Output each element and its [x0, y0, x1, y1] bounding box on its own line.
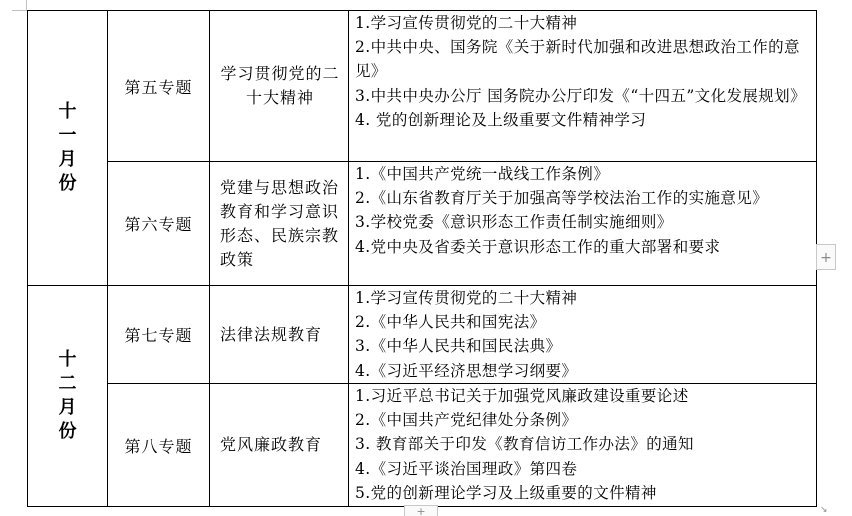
items-cell[interactable]: [349, 162, 817, 286]
topic-cell[interactable]: 第五专题: [108, 11, 210, 162]
month-cell-november[interactable]: [28, 11, 108, 286]
month-char: 二: [58, 373, 77, 394]
title-cell[interactable]: 党风廉政教育: [210, 384, 349, 507]
month-char: 十: [58, 349, 77, 370]
list-item: 2.《山东省教育厅关于加强高等学校法治工作的实施意见》: [355, 189, 769, 208]
items-cell[interactable]: [349, 286, 817, 384]
title-cell[interactable]: 法律法规教育: [210, 286, 349, 384]
list-item: 1.学习宣传贯彻党的二十大精神: [355, 14, 578, 32]
table-row: [28, 11, 817, 162]
list-item: 2.《中国共产党纪律处分条例》: [355, 411, 578, 430]
month-char: 十: [58, 101, 77, 122]
title-cell[interactable]: 学习贯彻党的二十大精神: [210, 11, 349, 162]
list-item: 5.党的创新理论学习及上级重要的文件精神: [355, 483, 657, 502]
list-item: 3.中共中央办公厅 国务院办公厅印发《“十四五”文化发展规划》: [355, 86, 806, 105]
month-char: 份: [58, 173, 77, 194]
list-item: 4.《习近平经济思想学习纲要》: [355, 361, 578, 380]
add-column-button[interactable]: +: [816, 244, 836, 270]
items-cell[interactable]: [349, 11, 817, 162]
title-cell[interactable]: 党建与思想政治教育和学习意识形态、民族宗教政策: [210, 162, 349, 286]
table-row: [28, 162, 817, 286]
list-item: 3.学校党委《意识形态工作责任制实施细则》: [355, 213, 673, 232]
month-char: 一: [58, 125, 77, 146]
topic-cell[interactable]: 第七专题: [108, 286, 210, 384]
list-item: 3.《中华人民共和国民法典》: [355, 337, 562, 356]
table-row: [28, 384, 817, 507]
table-resize-handle[interactable]: ↘: [820, 505, 828, 515]
list-item: 4.党中央及省委关于意识形态工作的重大部署和要求: [355, 237, 721, 256]
list-item: 2.《中华人民共和国宪法》: [355, 313, 546, 332]
month-cell-december[interactable]: [28, 286, 108, 507]
list-item: 1.学习宣传贯彻党的二十大精神: [355, 289, 578, 307]
items-cell[interactable]: [349, 384, 817, 507]
list-item: 4.《习近平谈治国理政》第四卷: [355, 459, 578, 478]
add-row-button[interactable]: +: [404, 505, 438, 516]
list-item: 2.中共中央、国务院《关于新时代加强和改进思想政治工作的意见》: [355, 38, 800, 81]
topic-cell[interactable]: 第六专题: [108, 162, 210, 286]
study-plan-table: [27, 10, 817, 507]
month-char: 份: [58, 421, 77, 442]
topic-cell[interactable]: 第八专题: [108, 384, 210, 507]
table-row: [28, 286, 817, 384]
list-item: 1.习近平总书记关于加强党风廉政建设重要论述: [355, 387, 689, 405]
month-char: 月: [58, 149, 77, 170]
list-item: 1.《中国共产党统一战线工作条例》: [355, 165, 610, 183]
page-margin-marker: [12, 0, 27, 11]
list-item: 3. 教育部关于印发《教育信访工作办法》的通知: [355, 435, 694, 454]
month-char: 月: [58, 397, 77, 418]
list-item: 4. 党的创新理论及上级重要文件精神学习: [355, 110, 647, 129]
